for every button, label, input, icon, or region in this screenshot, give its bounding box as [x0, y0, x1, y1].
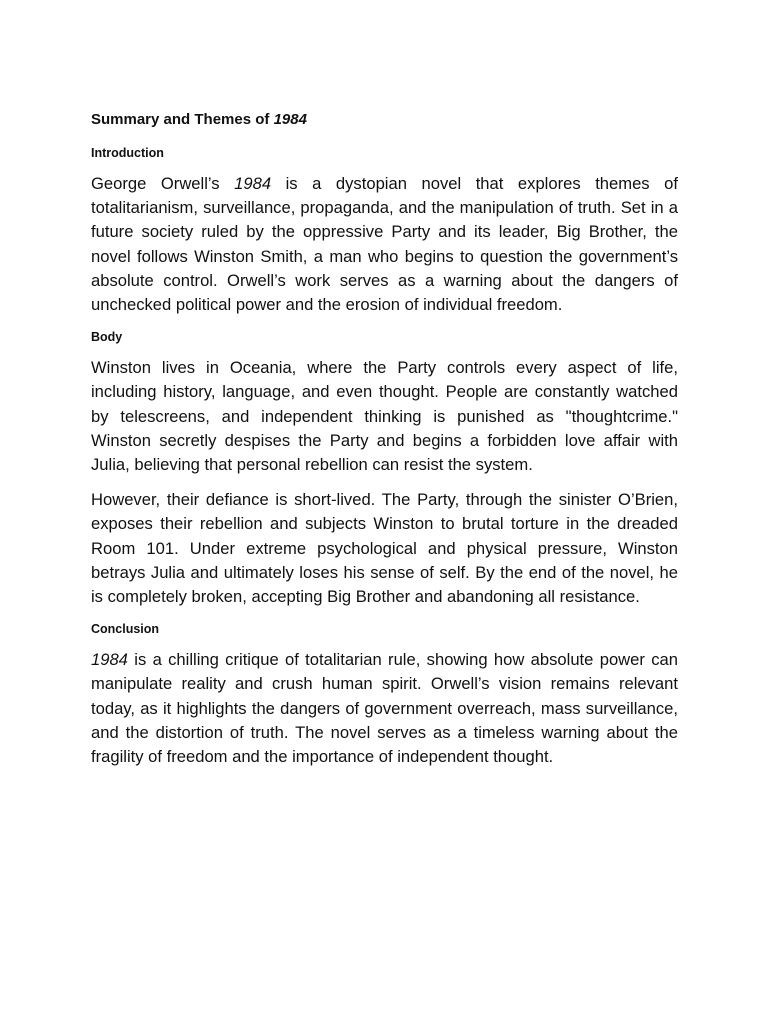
- intro-text-rest: is a dystopian novel that explores themes of totalitarianism, surveillance, propaganda, and the manipulation of truth. Set in a future society ruled by the oppressive Party and its leader, Big Brother, the novel follows Winston Smith, a man who begins to question the government’s absolute control. Orwell’s work serves as a warning about the dangers of unchecked political power and the erosion of individual freedom.: [91, 174, 678, 315]
- document-title: [91, 108, 678, 132]
- conclusion-text: is a chilling critique of totalitarian rule, showing how absolute power can manipulate reality and crush human spirit. Orwell’s vision remains relevant today, as it highlights the dangers of government overreach, mass surveillance, and the distortion of truth. The novel serves as a timeless warning about the fragility of freedom and the importance of independent thought.: [91, 650, 678, 767]
- body-paragraph-2: However, their defiance is short-lived. The Party, through the sinister O’Brien, exposes their rebellion and subjects Winston to brutal torture in the dreaded Room 101. Under extreme psychological and physical pressure, Winston betrays Julia and ultimately loses his sense of self. By the end of the novel, he is completely broken, accepting Big Brother and abandoning all resistance.: [91, 490, 678, 607]
- title-text: Summary and Themes of: [91, 111, 274, 128]
- section-heading-conclusion: Conclusion: [91, 622, 160, 637]
- body-paragraph-1: Winston lives in Oceania, where the Party controls every aspect of life, including history, language, and even thought. People are constantly watched by telescreens, and independent thinking is punished as "thoughtcrime." Winston secretly despises the Party and begins a forbidden love affair with Julia, believing that personal rebellion can resist the system.: [91, 358, 678, 475]
- section-heading-introduction: Introduction: [91, 146, 164, 160]
- section-heading-body: Body: [91, 330, 123, 345]
- title-book-name: 1984: [273, 111, 307, 128]
- intro-book-name: 1984: [234, 174, 272, 193]
- introduction-paragraph: [91, 172, 678, 317]
- document-page: [91, 108, 678, 780]
- conclusion-paragraph: [91, 648, 678, 769]
- conclusion-book-name: 1984: [91, 650, 128, 670]
- intro-text-start: George Orwell’s: [91, 174, 235, 193]
